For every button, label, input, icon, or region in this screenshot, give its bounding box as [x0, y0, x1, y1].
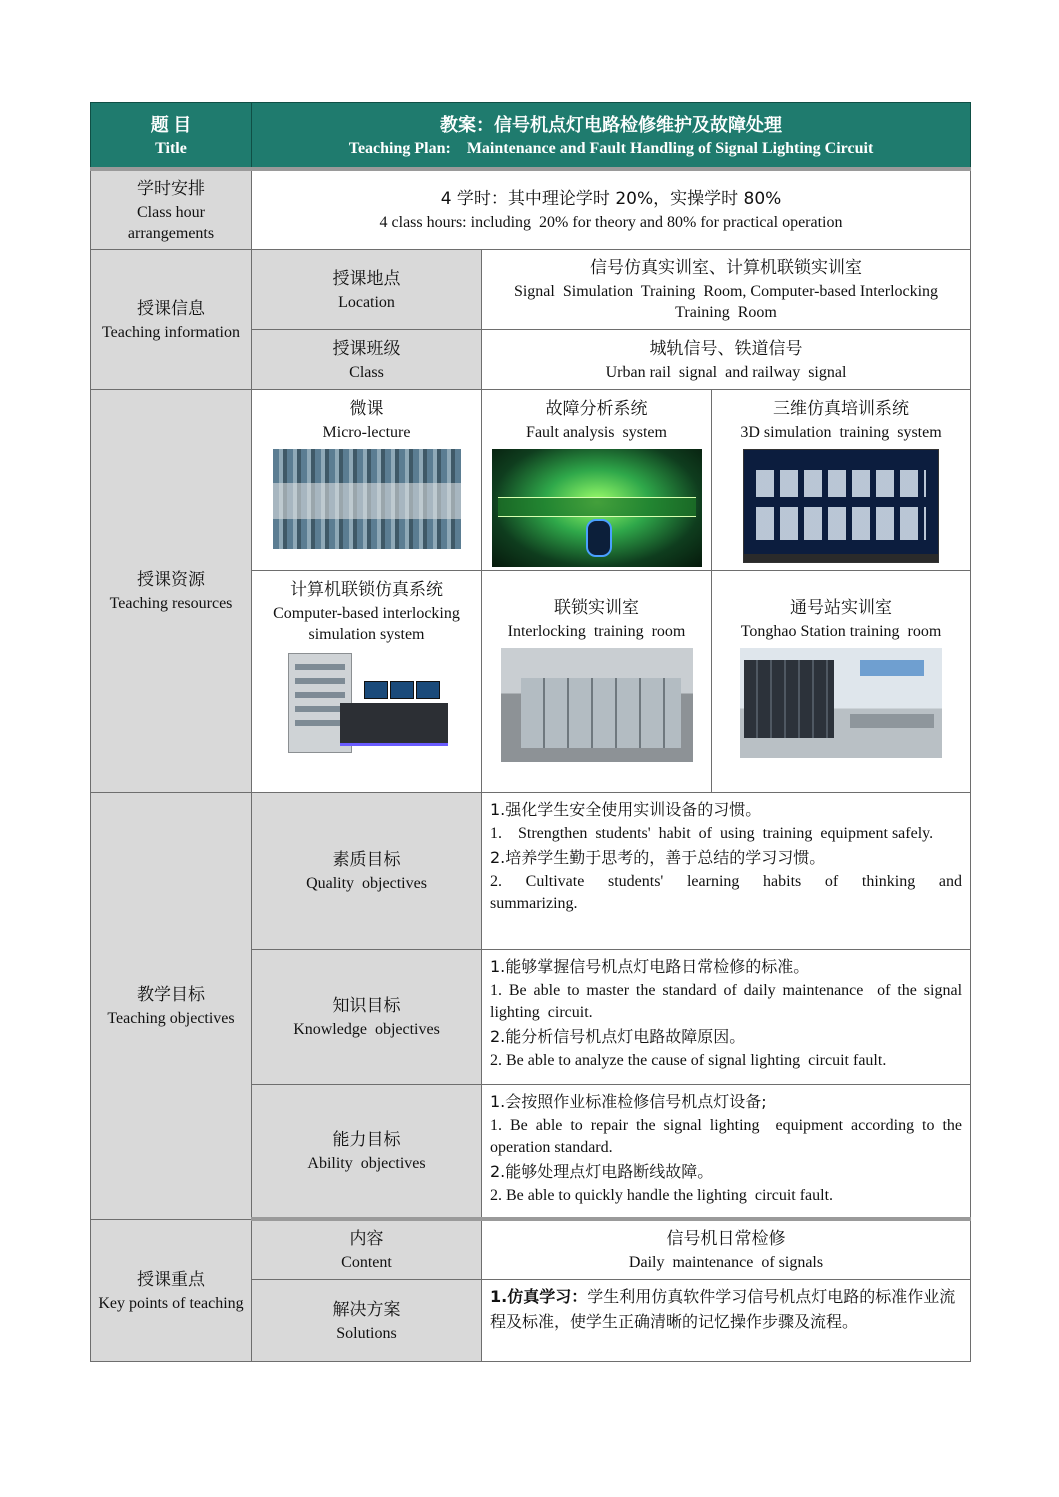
class-label: [252, 329, 482, 389]
resource-tonghao-room-zh: 通号站实训室: [790, 597, 892, 618]
class-hours-row: [91, 169, 971, 249]
location-value-zh: 信号仿真实训室、计算机联锁实训室: [590, 258, 862, 278]
class-hours-label: [91, 169, 252, 249]
class-hours-label-en: Class hour arrangements: [127, 203, 215, 242]
key-points-label-zh: 授课重点: [137, 1269, 205, 1290]
solutions-lead: 1.仿真学习：: [490, 1286, 588, 1306]
solutions-label-zh: 解决方案: [332, 1299, 401, 1320]
class-hours-value-en: 4 class hours: including 20% for theory and 80% for practical operation: [379, 214, 843, 232]
title-zh: 教案：信号机点灯电路检修维护及故障处理: [440, 114, 782, 135]
interlocking-room-image: [501, 648, 693, 762]
ability-line-1-en: 1. Be able to repair the signal lighting equipment according to the operation standard.: [490, 1116, 967, 1156]
title-label-cell: [91, 103, 252, 170]
content-label-en: Content: [341, 1254, 392, 1272]
knowledge-label-zh: 知识目标: [332, 996, 401, 1016]
quality-objectives-text: [482, 792, 971, 949]
resource-fault-analysis: [482, 389, 712, 570]
resources-row-1: [91, 389, 971, 570]
solutions-label-en: Solutions: [336, 1324, 397, 1342]
class-hours-value: [252, 169, 971, 249]
title-label-zh: 题 目: [150, 114, 192, 135]
ability-line-2-en: 2. Be able to quickly handle the lighting circuit fault.: [490, 1186, 834, 1204]
tonghao-room-image: [740, 648, 942, 758]
knowledge-line-1-zh: 1.能够掌握信号机点灯电路日常检修的标准。: [490, 956, 810, 976]
ability-label-en: Ability objectives: [307, 1155, 426, 1173]
class-value: [482, 329, 971, 389]
resource-tonghao-room-en: Tonghao Station training room: [740, 622, 942, 640]
resource-fault-analysis-zh: 故障分析系统: [545, 398, 648, 419]
class-value-zh: 城轨信号、铁道信号: [649, 338, 803, 359]
class-value-en: Urban rail signal and railway signal: [605, 363, 847, 381]
title-en: Teaching Plan: Maintenance and Fault Handling of Signal Lighting Circuit: [348, 139, 874, 157]
class-hours-value-zh: 4 学时：其中理论学时 20%，实操学时 80%: [440, 189, 782, 210]
header-row: [91, 103, 971, 170]
content-label: [252, 1219, 482, 1279]
resource-interlocking-room: [482, 570, 712, 792]
lesson-plan-table: [90, 102, 971, 1362]
class-label-en: Class: [349, 363, 384, 381]
title-label-en: Title: [155, 139, 187, 157]
objectives-label-zh: 教学目标: [137, 985, 205, 1005]
knowledge-line-2-en: 2. Be able to analyze the cause of signal lighting circuit fault.: [490, 1051, 887, 1069]
resource-tonghao-room: [712, 570, 971, 792]
quality-label-zh: 素质目标: [332, 850, 401, 870]
title-value-cell: [252, 103, 971, 170]
objectives-label-en: Teaching objectives: [107, 1010, 235, 1027]
teaching-info-label: [91, 249, 252, 389]
location-label-en: Location: [338, 293, 395, 311]
resource-3d-simulation-en: 3D simulation training system: [740, 423, 942, 441]
key-content-row: [91, 1219, 971, 1279]
content-value: [482, 1219, 971, 1279]
lesson-plan-page: [90, 102, 970, 1362]
quality-line-2-en: 2. Cultivate students' learning habits of thinking and summarizing.: [490, 872, 967, 912]
location-label-zh: 授课地点: [332, 268, 401, 289]
teaching-info-label-en: Teaching information: [102, 323, 240, 341]
resource-3d-simulation: [712, 389, 971, 570]
ability-line-1-zh: 1.会按照作业标准检修信号机点灯设备;: [490, 1091, 767, 1111]
teaching-info-label-zh: 授课信息: [137, 298, 205, 319]
fault-analysis-image: [492, 449, 702, 567]
solutions-label: [252, 1279, 482, 1361]
solutions-text: 学生利用仿真软件学习信号机点灯电路的标准作业流程及标准，使学生正确清晰的记忆操作步骤及流程。: [490, 1286, 956, 1331]
micro-lecture-image: [273, 449, 461, 549]
quality-objectives-row: [91, 792, 971, 949]
resource-fault-analysis-en: Fault analysis system: [526, 423, 667, 441]
resources-label-en: Teaching resources: [109, 595, 233, 612]
location-label: [252, 249, 482, 329]
resources-label: [91, 389, 252, 792]
objectives-label: [91, 792, 252, 1219]
location-value: [482, 249, 971, 329]
ability-line-2-zh: 2.能够处理点灯电路断线故障。: [490, 1161, 714, 1181]
resource-interlocking-room-zh: 联锁实训室: [554, 597, 639, 618]
key-points-label: [91, 1219, 252, 1361]
resource-cbi-simulation: [252, 570, 482, 792]
cbi-simulation-image: [284, 651, 450, 763]
quality-line-2-zh: 2.培养学生勤于思考的，善于总结的学习习惯。: [490, 847, 826, 867]
resource-interlocking-room-en: Interlocking training room: [507, 622, 686, 640]
knowledge-label: [252, 949, 482, 1084]
quality-line-1-en: 1. Strengthen students' habit of using training equipment safely.: [490, 824, 934, 842]
content-value-en: Daily maintenance of signals: [628, 1254, 824, 1272]
quality-label-en: Quality objectives: [306, 875, 427, 892]
resource-micro-lecture-zh: 微课: [349, 398, 384, 419]
knowledge-label-en: Knowledge objectives: [293, 1021, 440, 1038]
key-points-label-en: Key points of teaching: [98, 1294, 244, 1312]
quality-line-1-zh: 1.强化学生安全使用实训设备的习惯。: [490, 799, 762, 819]
class-label-zh: 授课班级: [332, 338, 401, 359]
quality-label: [252, 792, 482, 949]
content-value-zh: 信号机日常检修: [666, 1229, 786, 1250]
ability-objectives-text: [482, 1084, 971, 1219]
ability-label-zh: 能力目标: [332, 1130, 401, 1151]
location-row: [91, 249, 971, 329]
knowledge-line-1-en: 1. Be able to master the standard of daily maintenance of the signal lighting circuit.: [490, 981, 971, 1021]
3d-simulation-image: [743, 449, 939, 563]
knowledge-objectives-text: [482, 949, 971, 1084]
knowledge-line-2-zh: 2.能分析信号机点灯电路故障原因。: [490, 1026, 746, 1046]
resources-label-zh: 授课资源: [137, 570, 205, 590]
location-value-en: Signal Simulation Training Room, Computer-based Interlocking Training Room: [513, 283, 947, 321]
class-hours-label-zh: 学时安排: [137, 178, 205, 199]
resource-cbi-simulation-zh: 计算机联锁仿真系统: [290, 579, 443, 600]
solutions-paragraph: [490, 1284, 962, 1334]
resource-micro-lecture-en: Micro-lecture: [322, 423, 411, 441]
resource-3d-simulation-zh: 三维仿真培训系统: [773, 398, 909, 419]
ability-label: [252, 1084, 482, 1219]
resource-micro-lecture: [252, 389, 482, 570]
resource-cbi-simulation-en: Computer-based interlocking simulation system: [273, 604, 468, 643]
content-label-zh: 内容: [349, 1229, 384, 1250]
solutions-value: [482, 1279, 971, 1361]
